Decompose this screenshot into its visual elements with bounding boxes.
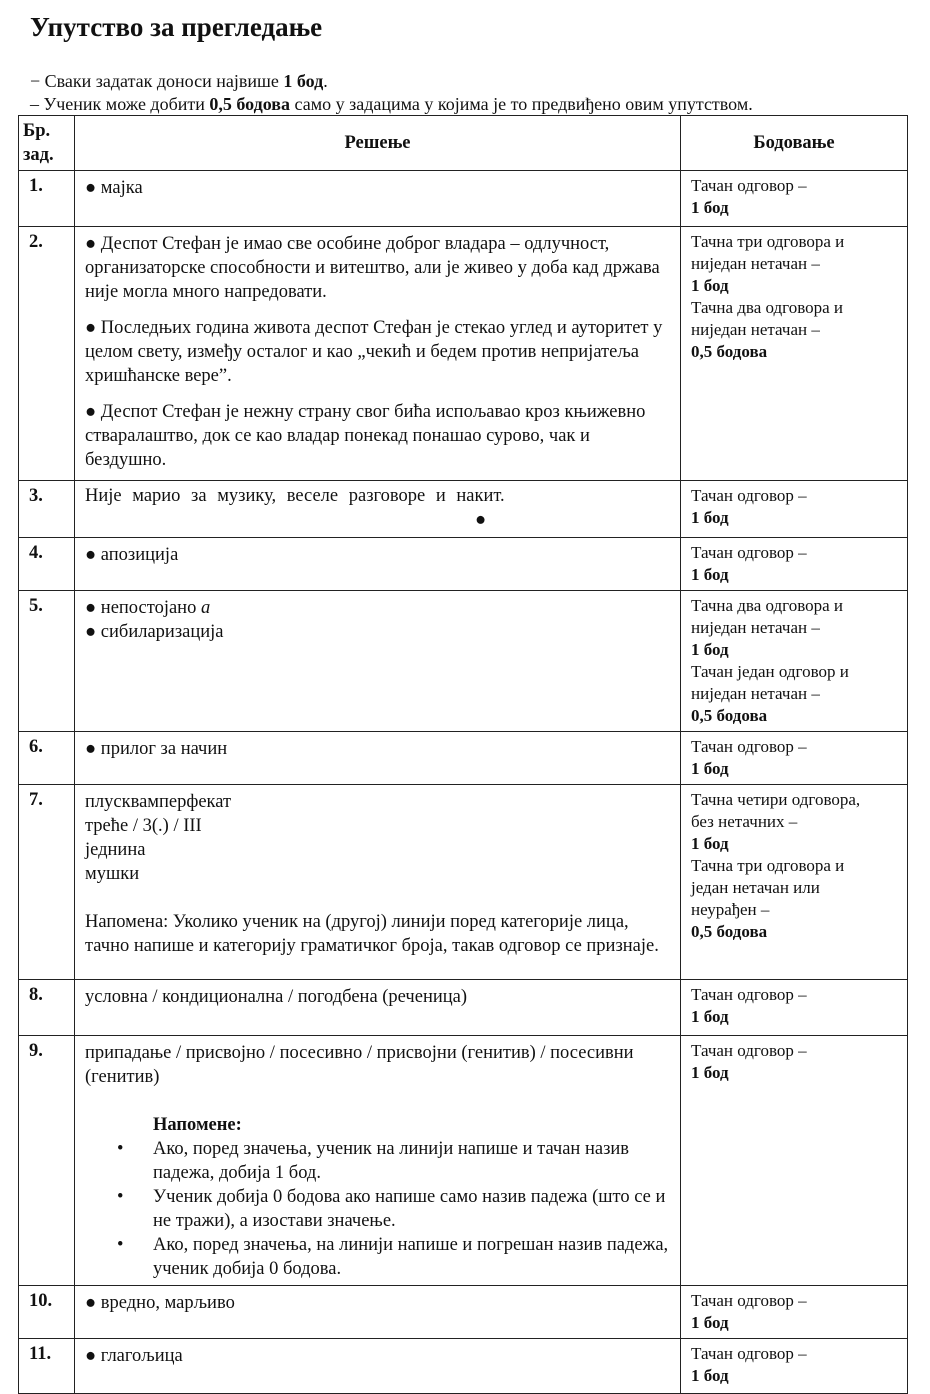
intro-text: само у задацима у којима је то предвиђено овим упутством. [290,94,753,114]
solution-line: треће / 3(.) / III [85,816,202,836]
solution-note: Напомена: Уколико ученик на (другој) линији поред категорије лица, тачно напише и категорију граматичког броја, такав одговор се признаје. [85,912,659,956]
bullet-icon: • [117,1187,124,1207]
header-solution: Решење [75,116,681,171]
task-number: 11. [19,1339,75,1394]
table-row [19,171,908,227]
solution-cell [75,227,681,481]
points-text: ниједан нетачан – [691,684,820,703]
solution-line: мушки [85,864,140,884]
points-cell [681,980,908,1036]
points-text: Тачан један одговор и [691,662,849,681]
table-row [19,227,908,481]
bullet-marker: ● [475,510,487,530]
points-text: Тачан одговор – [691,1291,807,1310]
points-text: Тачна два одговора и [691,298,844,317]
points-text: Тачан одговор – [691,737,807,756]
points-value: 1 бод [691,1007,729,1026]
solution-italic-letter: а [200,598,211,618]
points-cell [681,785,908,980]
intro-line-1 [30,70,328,92]
points-value: 1 бод [691,565,729,584]
intro-text: – Ученик може добити [30,94,210,114]
list-item [117,1185,670,1233]
table-row [19,1036,908,1286]
points-value: 1 бод [691,1313,729,1332]
points-text: Тачна три одговора и [691,232,845,251]
list-item [117,1137,670,1185]
points-text: неурађен – [691,900,770,919]
points-value: 1 бод [691,276,729,295]
list-item [117,1233,670,1281]
task-number: 7. [19,785,75,980]
intro-bold: 0,5 бодова [209,94,291,114]
solution-cell [75,1339,681,1394]
note-text: Ако, поред значења, ученик на линији напише и тачан назив падежа, добија 1 бод. [153,1139,630,1183]
solution-cell [75,732,681,785]
header-number-line: зад. [23,145,54,165]
solution-paragraph: ● Последњих година живота деспот Стефан је стекао углед и ауторитет у целом свету, између осталог и као „чекић и бедем против непријатеља хришћанске вере”. [85,318,663,386]
solution-line [85,596,670,620]
points-text: Тачан одговор – [691,985,807,1004]
notes-list [85,1137,670,1281]
task-number: 6. [19,732,75,785]
spacer [85,886,670,910]
solution-line: Није марио за музику, веселе разговоре и накит. [85,486,505,506]
points-text: Тачан одговор – [691,1344,807,1363]
points-text: Тачан одговор – [691,176,807,195]
points-cell [681,1036,908,1286]
header-number-line: Бр. [23,121,51,141]
solution-line: ● вредно, марљиво [85,1293,235,1313]
points-text: ниједан нетачан – [691,320,820,339]
points-value: 1 бод [691,508,729,527]
solution-line: припадање / присвојно / посесивно / присвојни (генитив) / посесивни (генитив) [85,1043,634,1087]
points-cell [681,171,908,227]
points-text: Тачан одговор – [691,1041,807,1060]
table-header-row [19,116,908,171]
table-row [19,591,908,732]
intro-bold: 1 бод [283,71,324,91]
solution-text: ● непостојано [85,598,201,618]
note-text: Ученик добија 0 бодова ако напише само назив падежа (што се и не тражи), а изостави значење. [153,1187,666,1231]
solution-line: ● сибиларизација [85,622,224,642]
points-value: 1 бод [691,759,729,778]
solution-line: ● глагољица [85,1346,183,1366]
task-number: 1. [19,171,75,227]
task-number: 2. [19,227,75,481]
solution-cell [75,1036,681,1286]
solution-line: плусквамперфекат [85,792,232,812]
note-text: Ако, поред значења, на линији напише и погрешан назив падежа, ученик добија 0 бодова. [153,1235,669,1279]
table-row [19,481,908,538]
points-cell [681,1339,908,1394]
intro-text: . [323,71,328,91]
points-text: један нетачан или [691,878,820,897]
task-number: 3. [19,481,75,538]
table-row [19,785,908,980]
points-text: ниједан нетачан – [691,618,820,637]
points-cell [681,1286,908,1339]
points-text: Тачна три одговора и [691,856,845,875]
table-row [19,732,908,785]
points-value: 1 бод [691,834,729,853]
header-number [19,116,75,171]
points-cell [681,732,908,785]
task-number: 10. [19,1286,75,1339]
points-value: 0,5 бодова [691,706,768,725]
solution-line: ● мајка [85,178,143,198]
points-value: 1 бод [691,1063,729,1082]
intro-text: − Сваки задатак доноси највише [30,71,284,91]
solution-line: условна / кондиционална / погодбена (реченица) [85,987,468,1007]
task-number: 4. [19,538,75,591]
points-value: 1 бод [691,640,729,659]
solution-line: ● прилог за начин [85,739,228,759]
points-text: без нетачних – [691,812,798,831]
solution-cell [75,171,681,227]
solution-cell [75,785,681,980]
points-value: 0,5 бодова [691,922,768,941]
points-text: Тачан одговор – [691,543,807,562]
page-title: Упутство за прегледање [30,12,323,42]
points-value: 0,5 бодова [691,342,768,361]
table-row [19,1339,908,1394]
solution-paragraph: ● Деспот Стефан је имао све особине доброг владара – одлучност, организаторске способности и витештво, али је живео у доба кад држава није могла много напредовати. [85,234,660,302]
points-text: Тачан одговор – [691,486,807,505]
solution-cell [75,1286,681,1339]
solution-paragraph: ● Деспот Стефан је нежну страну свог бића испољавао кроз књижевно стваралаштво, док се као владар понекад понашао сурово, чак и бездушно. [85,402,646,470]
header-points: Бодовање [681,116,908,171]
table-row [19,1286,908,1339]
table-row [19,980,908,1036]
intro-line-2 [30,93,753,115]
table-row [19,538,908,591]
solution-cell [75,538,681,591]
solution-cell [75,591,681,732]
points-text: Тачна два одговора и [691,596,844,615]
bullet-icon: • [117,1139,124,1159]
points-text: ниједан нетачан – [691,254,820,273]
solution-cell [75,481,681,538]
points-cell [681,227,908,481]
points-value: 1 бод [691,198,729,217]
notes-heading: Напомене: [153,1115,242,1135]
task-number: 8. [19,980,75,1036]
points-cell [681,481,908,538]
points-cell [681,538,908,591]
points-cell [681,591,908,732]
task-number: 9. [19,1036,75,1286]
grading-table [18,115,908,1394]
task-number: 5. [19,591,75,732]
points-value: 1 бод [691,1366,729,1385]
solution-cell [75,980,681,1036]
points-text: Тачна четири одговора, [691,790,861,809]
bullet-icon: • [117,1235,124,1255]
solution-line: једнина [85,840,146,860]
solution-line: ● апозиција [85,545,179,565]
